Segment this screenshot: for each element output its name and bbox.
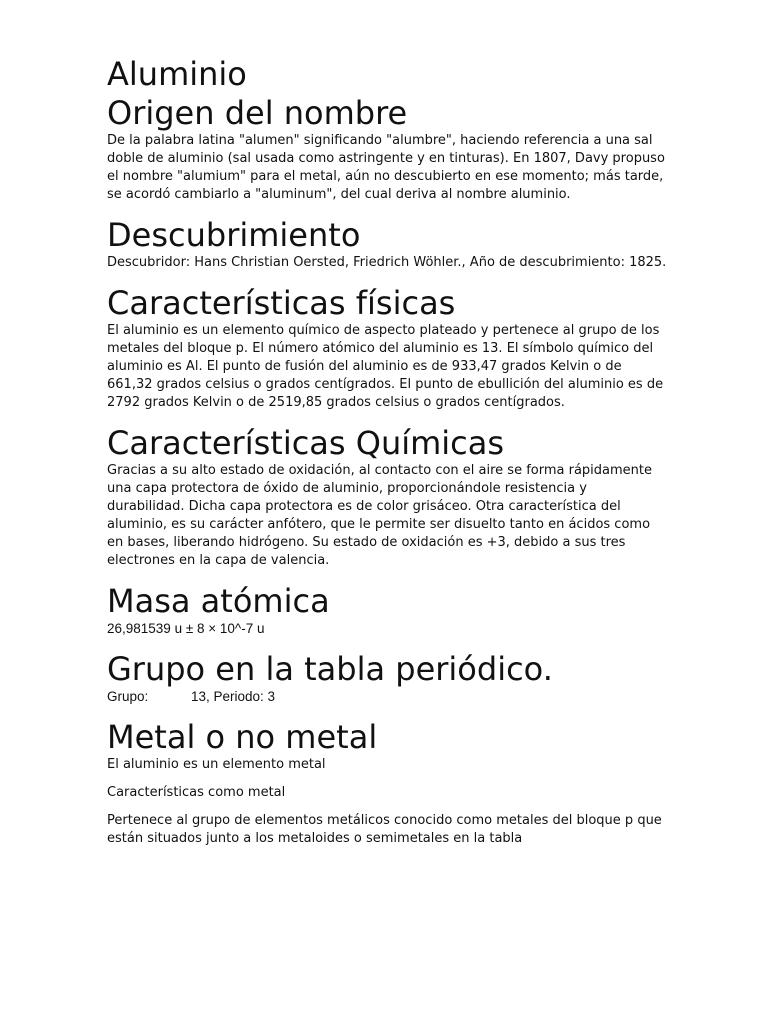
document-page bbox=[107, 54, 667, 848]
text-grupo bbox=[107, 688, 667, 706]
text-fisicas: El aluminio es un elemento químico de aspecto plateado y pertenece al grupo de los metales del bloque p. El número atómico del aluminio es 13. El símbolo químico del aluminio es Al. El punto de fusión del aluminio es de 933,47 grados Kelvin o de 661,32 grados celsius o grados centígrados. El punto de ebullición del aluminio es de 2792 grados Kelvin o de 2519,85 grados celsius o grados centígrados. bbox=[107, 323, 664, 410]
text-masa: 26,981539 u ± 8 × 10^-7 u bbox=[107, 621, 265, 636]
section-quimicas bbox=[107, 424, 667, 570]
grupo-value: 13, Periodo: 3 bbox=[191, 689, 276, 704]
section-grupo bbox=[107, 650, 667, 706]
heading-quimicas: Características Químicas bbox=[107, 424, 505, 462]
document-title: Aluminio bbox=[107, 55, 247, 93]
text-descubrimiento: Descubridor: Hans Christian Oersted, Friedrich Wöhler., Año de descubrimiento: 1825. bbox=[107, 255, 667, 270]
heading-origen: Origen del nombre bbox=[107, 94, 408, 132]
text-origen: De la palabra latina "alumen" significando "alumbre", haciendo referencia a una sal doble de aluminio (sal usada como astringente y en tinturas). En 1807, Davy propuso el nombre "alumium" para el metal, aún no descubierto en ese momento; más tarde, se acordó cambiarlo a "aluminum", del cual deriva al nombre aluminio. bbox=[107, 133, 665, 202]
section-descubrimiento bbox=[107, 216, 667, 272]
section-fisicas bbox=[107, 284, 667, 412]
text-metal-line3: Pertenece al grupo de elementos metálicos conocido como metales del bloque p que están situados junto a los metaloides o semimetales en la tabla bbox=[107, 813, 662, 846]
heading-descubrimiento: Descubrimiento bbox=[107, 216, 361, 254]
text-quimicas: Gracias a su alto estado de oxidación, al contacto con el aire se forma rápidamente una capa protectora de óxido de aluminio, proporcionándole resistencia y durabilidad. Dicha capa protectora es de color grisáceo. Otra característica del aluminio, es su carácter anfótero, que le permite ser disuelto tanto en ácidos como en bases, liberando hidrógeno. Su estado de oxidación es +3, debido a sus tres electrones en la capa de valencia. bbox=[107, 463, 652, 568]
text-metal-line2: Características como metal bbox=[107, 785, 286, 800]
heading-metal: Metal o no metal bbox=[107, 718, 378, 756]
heading-masa: Masa atómica bbox=[107, 582, 330, 620]
section-origen bbox=[107, 94, 667, 204]
grupo-label: Grupo: bbox=[107, 689, 149, 704]
section-metal bbox=[107, 718, 667, 848]
section-masa bbox=[107, 582, 667, 638]
heading-fisicas: Características físicas bbox=[107, 284, 456, 322]
heading-grupo: Grupo en la tabla periódico. bbox=[107, 650, 553, 688]
text-metal-line1: El aluminio es un elemento metal bbox=[107, 757, 326, 772]
